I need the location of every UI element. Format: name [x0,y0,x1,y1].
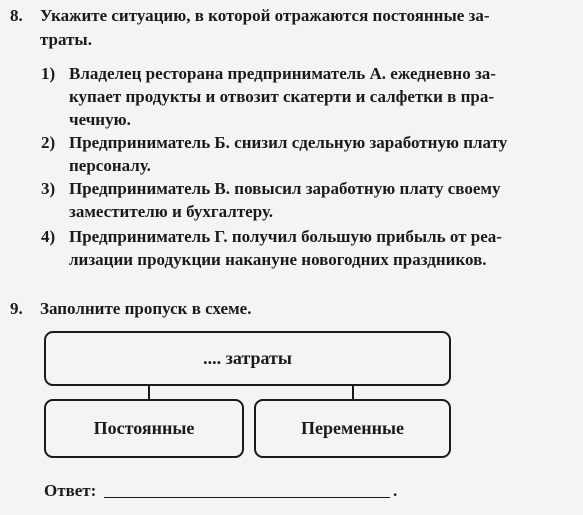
question-8-number: 8. [10,6,23,25]
option-line: персоналу. [69,156,151,175]
option-number: 1) [41,64,56,83]
option-line: купает продукты и отвозит скатерти и салфетки в пра- [69,87,494,106]
option-line: Владелец ресторана предприниматель А. ежедневно за- [69,64,496,83]
option-line: Предприниматель Б. снизил сдельную заработную плату [69,133,508,152]
answer-end: . [393,481,398,500]
answer-label: Ответ: [44,481,97,500]
diagram-right-label: Переменные [300,418,405,438]
diagram-left-label: Постоянные [93,418,195,438]
question-8-line: Укажите ситуацию, в которой отражаются постоянные за- [40,6,490,25]
question-9-text [40,297,575,321]
question-9 [10,297,575,323]
option-1 [41,62,581,132]
option-4 [41,225,581,271]
option-text [69,177,500,223]
option-3 [41,177,581,223]
option-text [69,225,502,271]
option-line: заместителю и бухгалтеру. [69,202,274,221]
answer-field[interactable] [104,482,390,498]
option-number: 4) [41,227,56,246]
question-8-line: траты. [40,30,92,49]
option-2 [41,131,581,177]
question-8 [10,4,575,54]
diagram-top-label: .... затраты [203,348,292,368]
option-number: 2) [41,133,56,152]
question-9-number: 9. [10,299,23,318]
option-line: Предприниматель Г. получил большую прибыль от реа- [69,227,502,246]
option-number: 3) [41,179,56,198]
option-line: чечную. [69,110,131,129]
diagram-right-box [254,399,451,458]
option-text [69,131,507,177]
question-9-line: Заполните пропуск в схеме. [40,299,252,318]
option-text [69,62,496,131]
diagram-top-box [44,331,451,386]
option-line: лизации продукции накануне новогодних праздников. [69,250,487,269]
option-line: Предприниматель В. повысил заработную плату своему [69,179,501,198]
diagram-left-box [44,399,244,458]
question-8-text [40,4,575,52]
